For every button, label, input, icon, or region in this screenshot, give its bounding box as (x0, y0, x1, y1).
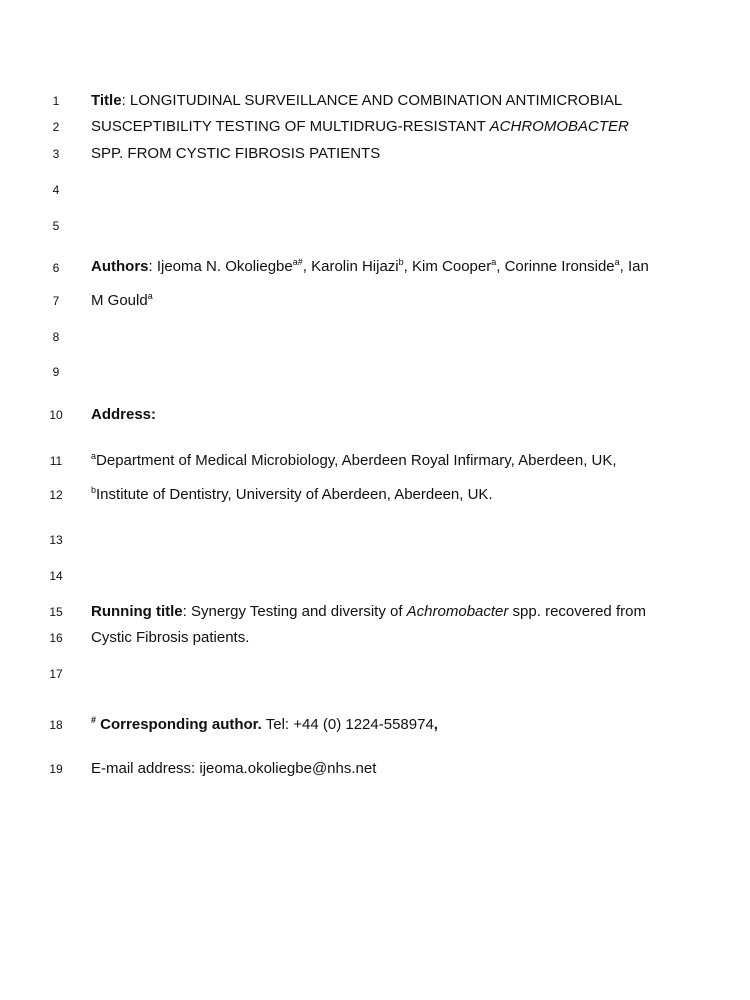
authors-line-1 (91, 258, 649, 276)
line-number: 16 (49, 631, 63, 645)
corresponding-line (91, 716, 438, 734)
author-4-sep: , Ian (619, 258, 649, 275)
line-number: 1 (52, 94, 60, 108)
author-1: Ijeoma N. Okoliegbe (156, 258, 293, 275)
running-title-line-1 (91, 603, 646, 621)
running-title-text-1: : Synergy Testing and diversity of (182, 603, 407, 620)
line-number: 17 (49, 667, 63, 681)
author-4: Corinne Ironside (504, 258, 615, 275)
author-2-sep: , (403, 258, 413, 275)
address-line-2 (91, 486, 493, 504)
address-2-text: Institute of Dentistry, University of Aberdeen, Aberdeen, UK. (96, 486, 493, 503)
title-genus: ACHROMOBACTER (489, 118, 629, 135)
title-text-1: : LONGITUDINAL SURVEILLANCE AND COMBINATION ANTIMICROBIAL (121, 92, 623, 109)
authors-label: Authors (91, 258, 149, 275)
corresponding-label: Corresponding author. (96, 716, 262, 733)
line-number: 15 (49, 605, 63, 619)
corresponding-phone: Tel: +44 (0) 1224-558974 (261, 716, 434, 733)
author-5-affiliation: a (147, 291, 153, 301)
author-1-affiliation: a# (292, 257, 303, 267)
author-2: Karolin Hijazi (311, 258, 399, 275)
running-title-line-2: Cystic Fibrosis patients. (91, 629, 250, 646)
line-number: 3 (52, 147, 60, 161)
line-number: 18 (49, 718, 63, 732)
address-heading: Address: (91, 406, 157, 423)
title-text-2: SUSCEPTIBILITY TESTING OF MULTIDRUG-RESISTANT (91, 118, 490, 135)
line-number: 10 (49, 408, 63, 422)
line-number: 5 (52, 219, 60, 233)
line-number: 6 (52, 261, 60, 275)
line-number: 4 (52, 183, 60, 197)
line-number: 7 (52, 294, 60, 308)
running-title-text-2: spp. recovered from (508, 603, 646, 620)
title-line-1 (91, 92, 622, 110)
line-number: 13 (49, 533, 63, 547)
line-number: 8 (52, 330, 60, 344)
title-line-3: SPP. FROM CYSTIC FIBROSIS PATIENTS (91, 145, 381, 162)
author-3-affiliation: a (491, 257, 497, 267)
author-4-affiliation: a (614, 257, 620, 267)
author-3: Kim Cooper (412, 258, 492, 275)
running-title-label: Running title (91, 603, 183, 620)
author-2-affiliation: b (398, 257, 404, 267)
authors-line-2 (91, 292, 153, 310)
line-number: 19 (49, 762, 63, 776)
line-number: 11 (49, 454, 63, 468)
address-1-text: Department of Medical Microbiology, Aberdeen Royal Infirmary, Aberdeen, UK, (96, 452, 617, 469)
author-3-sep: , (496, 258, 505, 275)
running-title-genus: Achromobacter (406, 603, 509, 620)
address-1-marker: a (91, 451, 97, 461)
address-line-1 (91, 452, 617, 470)
title-label: Title (91, 92, 122, 109)
address-2-marker: b (91, 485, 97, 495)
line-number: 2 (52, 120, 60, 134)
authors-sep: : (148, 258, 157, 275)
corresponding-marker: # (91, 715, 97, 725)
author-5: M Gould (91, 292, 148, 309)
line-number: 12 (49, 488, 63, 502)
author-1-sep: , (302, 258, 312, 275)
line-number: 9 (52, 365, 60, 379)
corresponding-trail: , (433, 716, 438, 733)
title-line-2 (91, 118, 629, 136)
email-line: E-mail address: ijeoma.okoliegbe@nhs.net (91, 760, 377, 777)
line-number: 14 (49, 569, 63, 583)
